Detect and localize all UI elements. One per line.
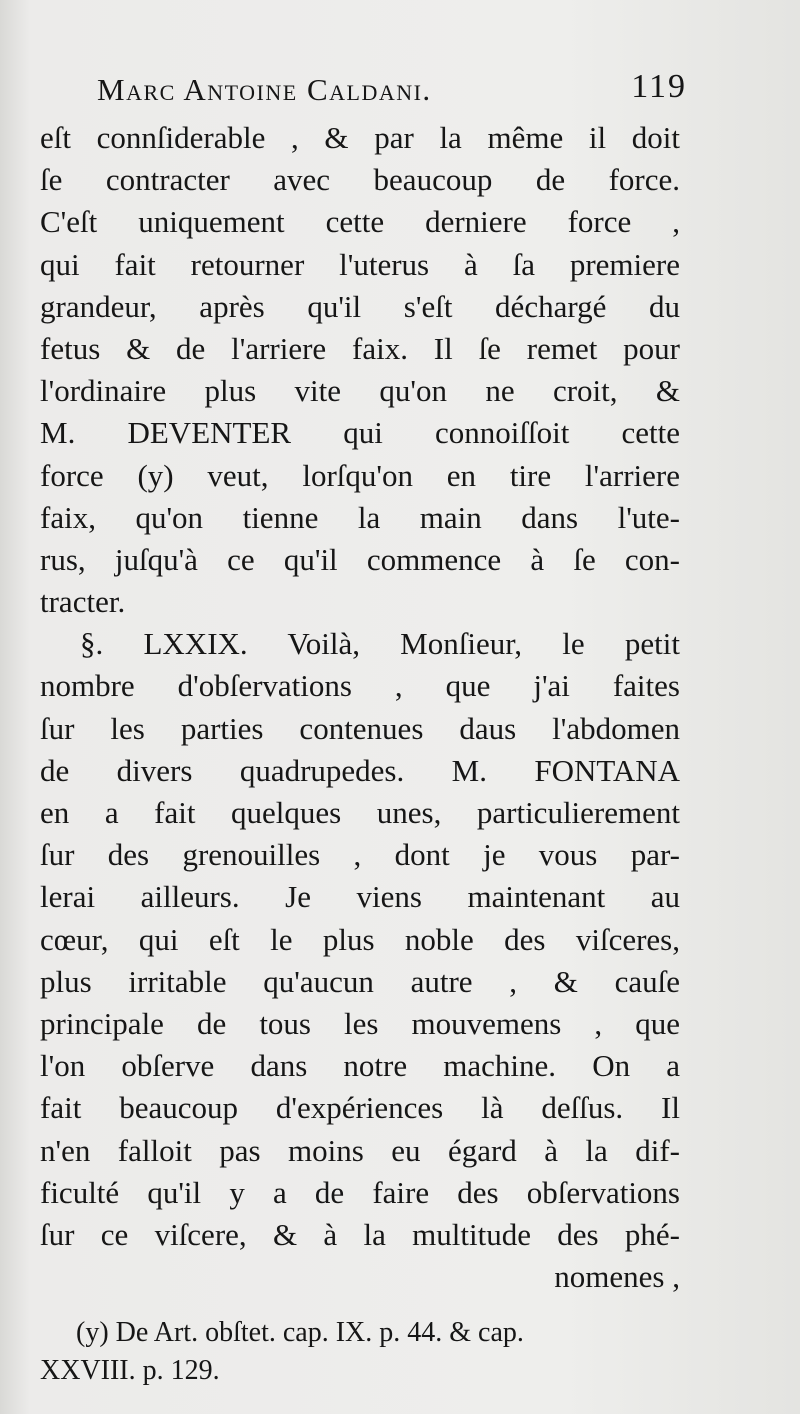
text-line: plus irritable qu'aucun autre , & cauſe bbox=[40, 963, 680, 999]
paragraph-start-line: §. LXXIX. Voilà, Monſieur, le petit bbox=[80, 626, 680, 662]
text-line: principale de tous les mouvemens , que bbox=[40, 1005, 680, 1041]
text-line: force (y) veut, lorſqu'on en tire l'arriere bbox=[40, 457, 680, 493]
text-line: fait beaucoup d'expériences là deſſus. Il bbox=[40, 1090, 680, 1126]
running-title: Marc Antoine Caldani. bbox=[97, 72, 432, 107]
footnote-line: (y) De Art. obſtet. cap. IX. p. 44. & cap. bbox=[76, 1317, 524, 1348]
text-line: l'on obſerve dans notre machine. On a bbox=[40, 1048, 680, 1084]
text-line: grandeur, après qu'il s'eſt déchargé du bbox=[40, 288, 680, 324]
text-line: lerai ailleurs. Je viens maintenant au bbox=[40, 879, 680, 915]
text-line: ſe contracter avec beaucoup de force. bbox=[40, 162, 680, 198]
text-line: en a fait quelques unes, particulierement bbox=[40, 795, 680, 830]
page-number: 119 bbox=[631, 68, 687, 105]
text-line: cœur, qui eſt le plus noble des viſceres, bbox=[40, 921, 680, 957]
text-line: l'ordinaire plus vite qu'on ne croit, & bbox=[40, 373, 680, 409]
text-line: faix, qu'on tienne la main dans l'ute- bbox=[40, 499, 680, 535]
catchword-line: nomenes , bbox=[554, 1259, 680, 1295]
running-header bbox=[97, 60, 687, 116]
text-line: eſt connſiderable , & par la même il doit bbox=[40, 120, 680, 155]
footnote-line: XXVIII. p. 129. bbox=[40, 1355, 220, 1386]
text-line: fetus & de l'arriere faix. Il ſe remet pour bbox=[40, 330, 680, 366]
text-line: de divers quadrupedes. M. FONTANA bbox=[40, 752, 680, 788]
text-line: n'en falloit pas moins eu égard à la dif- bbox=[40, 1132, 680, 1168]
text-line: ſur ce viſcere, & à la multitude des phé- bbox=[40, 1216, 680, 1252]
footnote bbox=[40, 1314, 680, 1390]
text-line: M. DEVENTER qui connoiſſoit cette bbox=[40, 415, 680, 451]
text-line: C'eſt uniquement cette derniere force , bbox=[40, 204, 680, 240]
text-line: ſur des grenouilles , dont je vous par- bbox=[40, 837, 680, 873]
text-line: ficulté qu'il y a de faire des obſervations bbox=[40, 1174, 680, 1210]
text-line: nombre d'obſervations , que j'ai faites bbox=[40, 668, 680, 704]
text-line: tracter. bbox=[40, 584, 126, 620]
text-line: rus, juſqu'à ce qu'il commence à ſe con- bbox=[40, 541, 680, 577]
text-line: qui fait retourner l'uterus à ſa premiere bbox=[40, 246, 680, 282]
text-line: ſur les parties contenues daus l'abdomen bbox=[40, 710, 680, 746]
body-text bbox=[40, 117, 680, 1298]
